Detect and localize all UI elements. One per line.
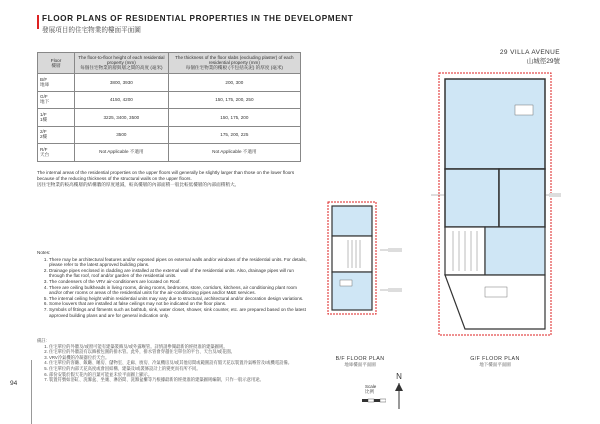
list-item: 5. The internal ceiling height within residential units may vary due to structural, architectural and/or decoration design variations.	[49, 296, 307, 302]
table-cell-slab: 200, 300	[168, 74, 300, 92]
gf-living-dining-room	[445, 79, 545, 169]
table-header-slab: The thickness of the floor slabs (excluding plaster) of each residential property (mm) 每個住宅物業的樓板 (不包括灰泥) 的厚度 (毫米)	[168, 53, 300, 74]
gf-room	[445, 169, 499, 227]
list-item: 6. Some louvers that are installed at false ceilings may not be indicated on the floor plans.	[49, 301, 307, 307]
table-cell-height: 3225, 3400, 3500	[75, 109, 169, 127]
table-row	[38, 144, 301, 162]
north-letter: N	[396, 372, 402, 381]
internal-area-note-zh: 因住宅物業的較高樓層的結構牆的厚度遞減，較高樓層的內部面積一般比較低樓層的內部面積稍大。	[37, 182, 240, 187]
gf-annotation	[549, 193, 561, 197]
table-cell-slab: 175, 200, 225	[168, 126, 300, 144]
table-cell-floor: G/F 地下	[38, 91, 75, 109]
list-item: 4. 住宅單位的客廳、飯廳、睡房、儲物室、走廊、廚房、冷氣機房及/或其他房間或範圍設有假天花以裝置冷氣喉管及/或機電設備。	[49, 360, 307, 366]
table-cell-floor: R/F 天台	[38, 144, 75, 162]
list-item: 4. There are ceiling bulkheads in living rooms, dining rooms, bedrooms, store, corridors, kitchens, air conditioning plant room and/or other rooms or areas of the residential units for the air-conditioning pipes and/or M&E services.	[49, 285, 307, 296]
address-en: 29 VILLA AVENUE	[499, 49, 560, 56]
title-accent-bar	[37, 15, 39, 29]
property-address	[470, 49, 560, 65]
scale-bar	[362, 398, 386, 404]
table-cell-slab: Not Applicable 不適用	[168, 144, 300, 162]
table-row	[38, 109, 301, 127]
page-subtitle: 發展項目的住宅物業的樓面平面圖	[42, 27, 141, 34]
gf-fixture	[515, 105, 533, 115]
list-item: 5. 住宅單位的內部天花高度或會因結構、建築及/或裝修設計上的變更而有所不同。	[49, 366, 307, 372]
gf-plan-label: G/F FLOOR PLAN 地下樓面平面圖	[470, 356, 520, 367]
bf-annotation	[388, 288, 402, 292]
table-cell-height: 4150, 4200	[75, 91, 169, 109]
north-arrow-icon	[392, 381, 406, 411]
gf-garden	[445, 275, 545, 329]
bf-annotation	[388, 248, 402, 252]
list-item: 3. VRV冷氣機的冷凝器位於天台。	[49, 355, 307, 361]
list-item: 7. Symbols of fittings and fitments such as bathtub, sink, water closet, shower, sink counter, etc. are prepared based on the latest approved building plans and are for general indication only.	[49, 307, 307, 318]
chinese-notes-list	[37, 344, 307, 383]
notes-heading: Notes:	[37, 250, 51, 255]
table-header-row	[38, 53, 301, 74]
gf-room	[485, 227, 545, 275]
list-item: 1. 住宅單位的外牆及/或窗可能有建築裝飾及/或外露喉管。詳情請參閱最新的經批准的建築圖則。	[49, 344, 307, 350]
chinese-notes-section	[37, 338, 307, 383]
table-cell-height: 3500	[75, 126, 169, 144]
chinese-notes-heading: 備註：	[37, 338, 50, 343]
bf-plan-label: B/F FLOOR PLAN 地庫樓面平面圖	[335, 356, 385, 367]
page-edge-line	[31, 360, 32, 424]
table-cell-floor: 1/F 1樓	[38, 109, 75, 127]
table-cell-slab: 150, 175, 200	[168, 109, 300, 127]
table-cell-floor: B/F 地庫	[38, 74, 75, 92]
table-row	[38, 74, 301, 92]
table-row	[38, 126, 301, 144]
bf-floor-plan	[318, 190, 423, 350]
notes-section	[37, 250, 307, 318]
bf-room	[332, 272, 372, 310]
north-arrow	[392, 372, 406, 416]
list-item: 6. 部份安裝於假天花內的百葉可能並未於平面圖上顯示。	[49, 372, 307, 378]
bf-fixture	[340, 280, 352, 286]
page-number: 94	[10, 380, 18, 387]
page-title: FLOOR PLANS OF RESIDENTIAL PROPERTIES IN THE DEVELOPMENT	[42, 14, 354, 23]
gf-floor-plan	[425, 65, 565, 350]
table-header-floor: Floor 樓層	[38, 53, 75, 74]
scale-label: Scale 比例	[365, 384, 377, 394]
table-cell-height: 3800, 3930	[75, 74, 169, 92]
list-item: 1. There may be architectural features and/or exposed pipes on external walls and/or windows of the residential units. For details, please refer to the latest approved building plans.	[49, 257, 307, 268]
list-item: 2. Drainage pipes enclosed in cladding are installed at the external wall of the residential units. Also, drainage pipes will run through the flat roof, roof and/or garden of the residential units.	[49, 268, 307, 279]
table-cell-slab: 150, 175, 200, 250	[168, 91, 300, 109]
bf-room	[332, 206, 372, 236]
internal-area-note-en: The internal areas of the residential properties on the upper floors will generally be slightly larger than those on the lower floors because of the reducing thickness of the structural walls on the upper floors.	[37, 170, 295, 181]
list-item: 3. The condensers of the VRV air-conditioners are located on Roof.	[49, 279, 307, 285]
table-row	[38, 91, 301, 109]
notes-list	[37, 257, 307, 319]
floor-height-table	[37, 52, 301, 162]
internal-area-note	[37, 170, 301, 188]
list-item: 7. 裝置符號如浴缸、洗滌盆、坐廁、淋浴間、洗滌盆櫃等乃根據最新的經批准的建築圖則編制，只作一般示意用途。	[49, 377, 307, 383]
table-cell-height: Not Applicable 不適用	[75, 144, 169, 162]
table-cell-floor: 2/F 2樓	[38, 126, 75, 144]
address-zh: 山城徑29號	[526, 58, 560, 65]
gf-fixture	[485, 287, 507, 297]
gf-room	[499, 169, 545, 227]
list-item: 2. 住宅單位的外牆設有以飾板包圍的排水管。此外，排水管會穿越住宅單位的平台、天台及/或花園。	[49, 349, 307, 355]
table-header-height: The floor-to-floor height of each residential property (mm) 每個住宅物業的層與層之間的高度 (毫米)	[75, 53, 169, 74]
